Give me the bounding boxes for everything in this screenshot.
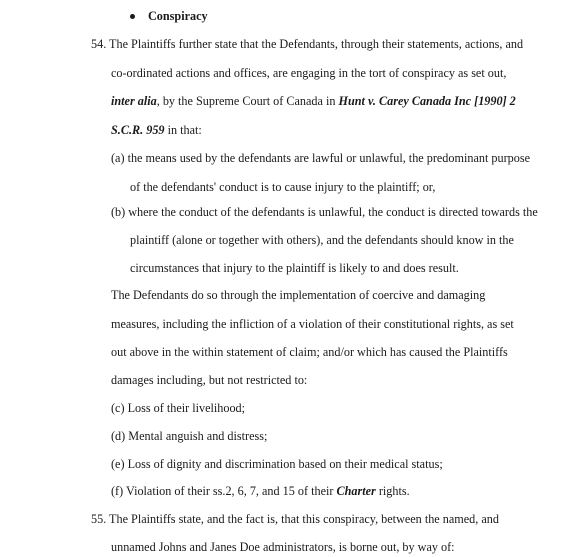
- item-a-line1: (a) the means used by the defendants are lawful or unlawful, the predominant purpose: [111, 151, 530, 165]
- para54-line3: [111, 94, 516, 109]
- italic-term: inter alia: [111, 94, 157, 108]
- list-item-d: (d) Mental anguish and distress;: [111, 429, 268, 443]
- item-b-line2: plaintiff (alone or together with others), and the defendants should know in the: [130, 233, 514, 247]
- section-heading-label: Conspiracy: [148, 9, 208, 23]
- defendants-line1: The Defendants do so through the implementation of coercive and damaging: [111, 288, 486, 302]
- bullet-icon: [130, 14, 135, 19]
- para54-line2: co-ordinated actions and offices, are engaging in the tort of conspiracy as set out,: [111, 66, 507, 80]
- text-segment: (f) Violation of their ss.2, 6, 7, and 15 of their: [111, 484, 337, 498]
- item-a-line2: of the defendants' conduct is to cause injury to the plaintiff; or,: [130, 180, 436, 194]
- list-item-e: (e) Loss of dignity and discrimination based on their medical status;: [111, 457, 443, 471]
- text-segment: rights.: [375, 484, 410, 498]
- text-segment: in that:: [164, 123, 202, 137]
- section-heading: [130, 9, 208, 24]
- text-segment: , by the Supreme Court of Canada in: [156, 94, 339, 108]
- item-b-line1: (b) where the conduct of the defendants is unlawful, the conduct is directed towards the: [111, 205, 538, 219]
- case-reporter: S.C.R. 959: [111, 123, 165, 137]
- defendants-line2: measures, including the infliction of a violation of their constitutional rights, as set: [111, 317, 514, 331]
- para55-line2: unnamed Johns and Janes Doe administrators, is borne out, by way of:: [111, 540, 455, 554]
- item-b-line3: circumstances that injury to the plaintiff is likely to and does result.: [130, 261, 459, 275]
- defendants-line4: damages including, but not restricted to:: [111, 373, 308, 387]
- para55-line1: 55. The Plaintiffs state, and the fact is, that this conspiracy, between the named, and: [91, 512, 499, 526]
- list-item-c: (c) Loss of their livelihood;: [111, 401, 246, 415]
- para54-line1: 54. The Plaintiffs further state that the Defendants, through their statements, actions, and: [91, 37, 524, 51]
- defendants-line3: out above in the within statement of claim; and/or which has caused the Plaintiffs: [111, 345, 508, 359]
- list-item-f: [111, 484, 410, 499]
- para54-line4: [111, 123, 202, 138]
- case-citation: Hunt v. Carey Canada Inc [1990] 2: [338, 94, 516, 108]
- charter-term: Charter: [336, 484, 376, 498]
